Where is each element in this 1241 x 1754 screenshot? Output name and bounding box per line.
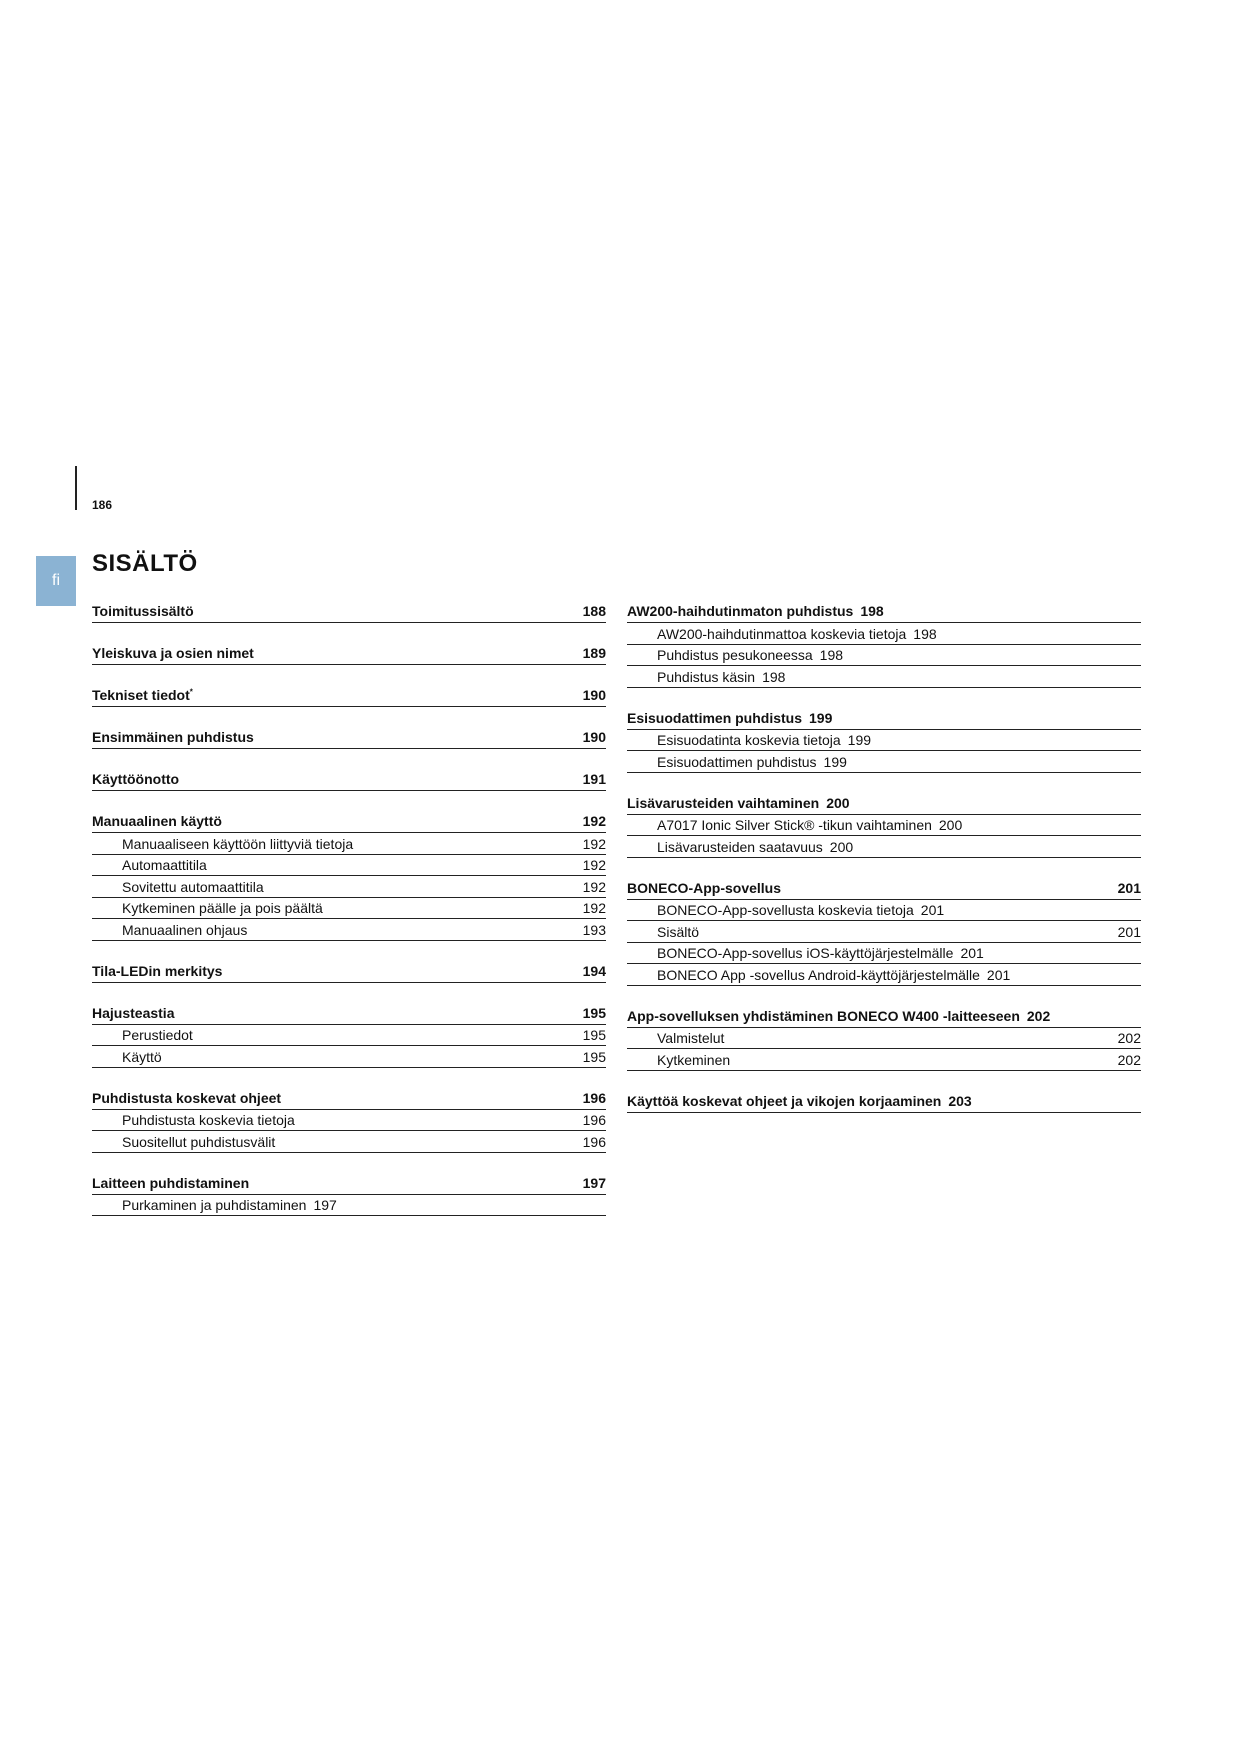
- toc-section: [92, 810, 606, 941]
- toc-entry-title: [657, 902, 944, 918]
- toc-subentry-sovitettu-automaattitila[interactable]: [92, 876, 606, 898]
- toc-entry-title: [657, 1030, 724, 1046]
- toc-entry-title: [627, 1008, 1050, 1024]
- toc-entry-page: 202: [1117, 1051, 1141, 1068]
- toc-entry-hajusteastia[interactable]: [92, 1002, 606, 1025]
- toc-entry-label: Puhdistus pesukoneessa: [657, 647, 813, 663]
- toc-entry-title: [657, 754, 847, 770]
- toc-entry-page: 192: [582, 878, 606, 895]
- toc-subentry-esisuodatinta-koskevia-tietoja[interactable]: [627, 730, 1141, 752]
- toc-entry-app-sovelluksen-yhdistaminen-boneco-w400-laitteeseen[interactable]: [627, 1005, 1141, 1028]
- toc-entry-title: [92, 645, 254, 661]
- toc-entry-esisuodattimen-puhdistus[interactable]: [627, 707, 1141, 730]
- toc-entry-inline-page: 198: [913, 625, 937, 642]
- toc-entry-puhdistusta-koskevat-ohjeet[interactable]: [92, 1087, 606, 1110]
- toc-entry-title: [122, 1197, 337, 1213]
- toc-subentry-automaattitila[interactable]: [92, 855, 606, 877]
- toc-entry-page: 192: [582, 835, 606, 852]
- toc-section: [627, 1005, 1141, 1071]
- toc-entry-title: [92, 1175, 249, 1191]
- toc-entry-title: [92, 1005, 174, 1021]
- toc-entry-title: [657, 647, 843, 663]
- toc-entry-title: [122, 879, 264, 895]
- toc-entry-page: 195: [582, 1004, 606, 1021]
- toc-entry-label: Käyttöönotto: [92, 771, 180, 787]
- toc-left-column: [92, 600, 606, 1235]
- toc-entry-label: Automaattitila: [122, 857, 207, 873]
- toc-entry-inline-page: 199: [823, 753, 847, 770]
- toc-entry-inline-page: 197: [313, 1197, 337, 1213]
- toc-entry-label: Puhdistusta koskevia tietoja: [122, 1112, 295, 1128]
- toc-entry-page: 202: [1117, 1030, 1141, 1046]
- toc-section: [92, 1172, 606, 1217]
- toc-entry-ensimmainen-puhdistus[interactable]: [92, 726, 606, 749]
- toc-entry-title: [657, 945, 984, 961]
- toc-subentry-manuaaliseen-kayttoon-liittyvia-tietoja[interactable]: [92, 833, 606, 855]
- toc-entry-title: [92, 687, 193, 703]
- toc-subentry-puhdistus-kasin[interactable]: [627, 666, 1141, 688]
- toc-entry-page: 192: [582, 857, 606, 873]
- toc-entry-inline-page: 201: [986, 966, 1011, 983]
- toc-subentry-puhdistus-pesukoneessa[interactable]: [627, 645, 1141, 667]
- toc-entry-label: Kytkeminen: [657, 1051, 731, 1068]
- toc-section: [627, 707, 1141, 773]
- toc-section: [627, 877, 1141, 986]
- toc-subentry-a7017-ionic-silver-stick-tikun-vaihtaminen[interactable]: [627, 815, 1141, 837]
- toc-entry-page: 194: [582, 962, 606, 979]
- toc-entry-page: 201: [1117, 879, 1141, 896]
- toc-section: [92, 600, 606, 623]
- toc-entry-title: [657, 924, 699, 940]
- toc-entry-label: Tekniset tiedot: [92, 687, 190, 703]
- toc-subentry-esisuodattimen-puhdistus[interactable]: [627, 751, 1141, 773]
- toc-entry-title: [122, 1027, 193, 1043]
- toc-entry-page: 192: [582, 900, 606, 916]
- toc-entry-toimitussisalto[interactable]: [92, 600, 606, 623]
- toc-entry-label: Laitteen puhdistaminen: [92, 1174, 250, 1191]
- toc-right-column: [627, 600, 1141, 1132]
- toc-entry-page: 195: [582, 1027, 606, 1043]
- toc-entry-label: Sisältö: [657, 923, 700, 940]
- toc-subentry-boneco-app-sovellusta-koskevia-tietoja[interactable]: [627, 900, 1141, 922]
- toc-entry-label: Suositellut puhdistusvälit: [122, 1133, 276, 1150]
- toc-entry-label: Purkaminen ja puhdistaminen: [122, 1197, 307, 1213]
- toc-entry-title: [657, 732, 871, 748]
- toc-entry-page: 189: [582, 645, 606, 661]
- toc-entry-title: [627, 710, 832, 726]
- toc-entry-inline-page: 203: [948, 1092, 972, 1109]
- toc-entry-inline-page: 198: [819, 647, 844, 663]
- toc-entry-label: Ensimmäinen puhdistus: [92, 729, 254, 745]
- toc-entry-title: [657, 626, 937, 642]
- toc-subentry-lisavarusteiden-saatavuus[interactable]: [627, 836, 1141, 858]
- toc-entry-boneco-app-sovellus[interactable]: [627, 877, 1141, 900]
- toc-entry-inline-page: 200: [829, 838, 854, 855]
- toc-entry-label: AW200-haihdutinmattoa koskevia tietoja: [657, 625, 907, 642]
- toc-subentry-purkaminen-ja-puhdistaminen[interactable]: [92, 1195, 606, 1217]
- toc-entry-tekniset-tiedot[interactable]: [92, 684, 606, 707]
- toc-entry-label: Manuaaliseen käyttöön liittyviä tietoja: [122, 835, 354, 852]
- toc-entry-label: BONECO-App-sovellus iOS-käyttöjärjestelmälle: [657, 945, 954, 961]
- toc-entry-manuaalinen-kaytto[interactable]: [92, 810, 606, 833]
- toc-section: [92, 1002, 606, 1068]
- toc-subentry-boneco-app-sovellus-ios-kayttojarjestelmalle[interactable]: [627, 943, 1141, 965]
- toc-subentry-kytkeminen[interactable]: [627, 1049, 1141, 1071]
- toc-entry-label: Manuaalinen käyttö: [92, 813, 222, 829]
- toc-entry-label: Kytkeminen päälle ja pois päältä: [122, 900, 323, 916]
- toc-entry-title: [627, 1093, 972, 1109]
- toc-entry-title: [122, 900, 323, 916]
- toc-subentry-kytkeminen-paalle-ja-pois-paalta[interactable]: [92, 898, 606, 920]
- toc-entry-inline-page: 199: [809, 709, 833, 726]
- toc-entry-label: Esisuodattimen puhdistus: [657, 753, 817, 770]
- toc-entry-page: 191: [582, 771, 606, 787]
- toc-section: [92, 1087, 606, 1153]
- toc-section: [92, 642, 606, 665]
- toc-entry-tila-ledin-merkitys[interactable]: [92, 960, 606, 983]
- toc-entry-label: Toimitussisältö: [92, 603, 194, 619]
- toc-entry-inline-page: 200: [938, 817, 963, 833]
- toc-entry-kayttoa-koskevat-ohjeet-ja-vikojen-korjaaminen[interactable]: [627, 1090, 1141, 1113]
- toc-entry-label: Puhdistusta koskevat ohjeet: [92, 1089, 282, 1106]
- toc-entry-inline-page: 202: [1026, 1007, 1051, 1024]
- toc-entry-title: [627, 603, 884, 619]
- toc-section: [92, 960, 606, 983]
- toc-entry-title: [92, 603, 194, 619]
- toc-subentry-boneco-app-sovellus-android-kayttojarjestelmalle[interactable]: [627, 964, 1141, 986]
- toc-entry-inline-page: 199: [847, 732, 872, 748]
- toc-entry-label: Puhdistus käsin: [657, 668, 756, 685]
- toc-entry-label: Esisuodattimen puhdistus: [627, 709, 803, 726]
- toc-entry-title: [657, 669, 785, 685]
- toc-entry-label: Käyttö: [122, 1048, 162, 1065]
- page-margin-line: [75, 466, 77, 510]
- toc-section: [627, 600, 1141, 688]
- toc-subentry-sisalto[interactable]: [627, 921, 1141, 943]
- toc-entry-kayttoonotto[interactable]: [92, 768, 606, 791]
- toc-entry-inline-page: 200: [826, 794, 850, 811]
- toc-entry-title: [657, 967, 1010, 983]
- toc-subentry-valmistelut[interactable]: [627, 1028, 1141, 1050]
- toc-subentry-perustiedot[interactable]: [92, 1025, 606, 1047]
- toc-entry-label: App-sovelluksen yhdistäminen BONECO W400 -laitteeseen: [627, 1007, 1020, 1024]
- toc-entry-page: 188: [582, 603, 606, 619]
- toc-subentry-puhdistusta-koskevia-tietoja[interactable]: [92, 1110, 606, 1132]
- toc-subentry-kaytto[interactable]: [92, 1046, 606, 1068]
- toc-entry-laitteen-puhdistaminen[interactable]: [92, 1172, 606, 1195]
- toc-entry-title: [122, 836, 353, 852]
- toc-entry-label: Esisuodatinta koskevia tietoja: [657, 732, 841, 748]
- toc-section: [92, 768, 606, 791]
- toc-entry-title: [92, 729, 254, 745]
- toc-entry-label: BONECO-App-sovellusta koskevia tietoja: [657, 902, 914, 918]
- toc-entry-page: 190: [582, 687, 606, 703]
- toc-entry-title: [122, 1134, 275, 1150]
- toc-entry-page: 193: [582, 921, 606, 938]
- toc-entry-title: [92, 771, 179, 787]
- toc-section: [92, 726, 606, 749]
- toc-entry-label: Manuaalinen ohjaus: [122, 921, 248, 938]
- toc-entry-title: [122, 922, 247, 938]
- toc-entry-page: 195: [582, 1048, 606, 1065]
- toc-entry-title: [627, 795, 850, 811]
- toc-entry-title: [657, 1052, 730, 1068]
- toc-entry-yleiskuva-ja-osien-nimet[interactable]: [92, 642, 606, 665]
- toc-entry-title: [657, 817, 962, 833]
- toc-entry-aw200-haihdutinmaton-puhdistus[interactable]: [627, 600, 1141, 623]
- toc-entry-title: [92, 813, 222, 829]
- toc-entry-inline-page: 198: [860, 603, 884, 619]
- toc-entry-label: Yleiskuva ja osien nimet: [92, 645, 254, 661]
- toc-entry-label: Lisävarusteiden saatavuus: [657, 838, 823, 855]
- toc-entry-page: 197: [582, 1174, 606, 1191]
- toc-section: [627, 1090, 1141, 1113]
- toc-entry-title: [657, 839, 853, 855]
- toc-entry-lisavarusteiden-vaihtaminen[interactable]: [627, 792, 1141, 815]
- toc-entry-label: Perustiedot: [122, 1027, 193, 1043]
- toc-entry-title: [122, 857, 207, 873]
- page-title: SISÄLTÖ: [92, 550, 198, 577]
- toc-entry-title: [122, 1112, 295, 1128]
- language-tab: fi: [36, 556, 76, 606]
- toc-entry-label: BONECO App -sovellus Android-käyttöjärjestelmälle: [657, 966, 980, 983]
- toc-entry-title: [627, 880, 781, 896]
- toc-entry-page: 196: [582, 1089, 606, 1106]
- toc-entry-page: 196: [582, 1112, 606, 1128]
- toc-entry-label: Sovitettu automaattitila: [122, 878, 264, 895]
- page-number: 186: [92, 498, 113, 512]
- toc-entry-page: 196: [582, 1133, 606, 1150]
- toc-subentry-manuaalinen-ohjaus[interactable]: [92, 919, 606, 941]
- toc-entry-label: Käyttöä koskevat ohjeet ja vikojen korjaaminen: [627, 1092, 942, 1109]
- toc-subentry-suositellut-puhdistusvalit[interactable]: [92, 1131, 606, 1153]
- toc-entry-title: [92, 963, 222, 979]
- toc-entry-label: AW200-haihdutinmaton puhdistus: [627, 603, 854, 619]
- toc-section: [627, 792, 1141, 858]
- toc-entry-title: [92, 1090, 281, 1106]
- toc-entry-title: [122, 1049, 162, 1065]
- toc-entry-label: Valmistelut: [657, 1030, 725, 1046]
- footnote-marker: *: [189, 687, 193, 697]
- toc-entry-page: 201: [1117, 923, 1141, 940]
- toc-entry-label: BONECO-App-sovellus: [627, 879, 782, 896]
- toc-entry-label: Hajusteastia: [92, 1004, 175, 1021]
- toc-section: [92, 684, 606, 707]
- toc-subentry-aw200-haihdutinmattoa-koskevia-tietoja[interactable]: [627, 623, 1141, 645]
- toc-entry-page: 190: [582, 729, 606, 745]
- toc-entry-page: 192: [582, 813, 606, 829]
- toc-entry-label: A7017 Ionic Silver Stick® -tikun vaihtaminen: [657, 817, 932, 833]
- toc-entry-inline-page: 201: [960, 945, 984, 961]
- toc-entry-inline-page: 198: [762, 668, 786, 685]
- toc-entry-inline-page: 201: [920, 902, 945, 918]
- toc-entry-label: Tila-LEDin merkitys: [92, 962, 223, 979]
- toc-entry-label: Lisävarusteiden vaihtaminen: [627, 794, 820, 811]
